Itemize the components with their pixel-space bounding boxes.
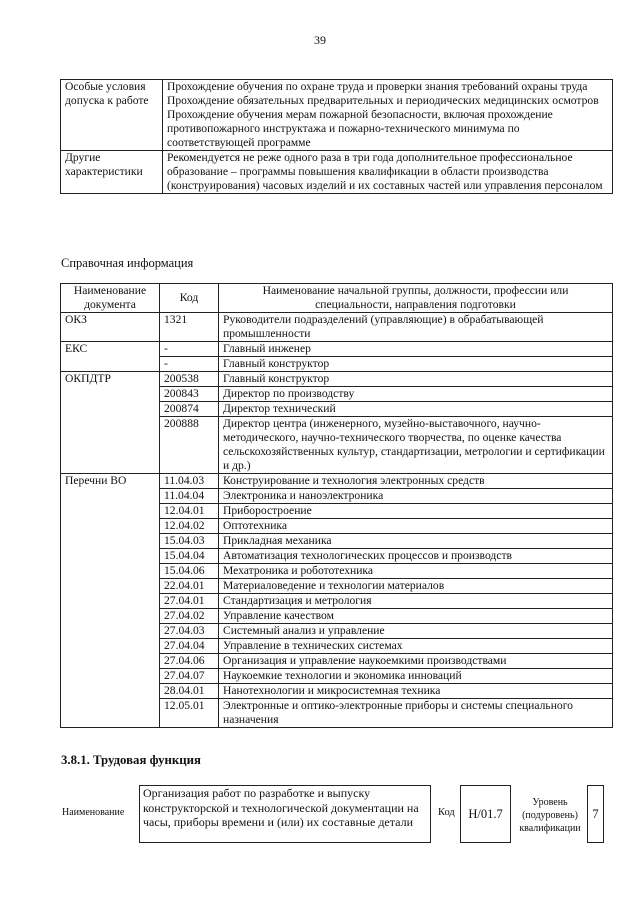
code-label: Код	[438, 807, 455, 818]
conditions-table	[60, 79, 613, 194]
doc-cell: Перечни ВО	[61, 474, 160, 728]
name-cell: Главный конструктор	[219, 357, 613, 372]
code-cell: -	[160, 342, 219, 357]
code-cell: 200874	[160, 402, 219, 417]
name-cell: Стандартизация и метрология	[219, 594, 613, 609]
qualification-level: 7	[587, 785, 604, 843]
table-row	[61, 151, 613, 194]
line: Прохождение обязательных предварительных и периодических медицинских осмотров	[167, 94, 599, 107]
name-cell: Конструирование и технология электронных средств	[219, 474, 613, 489]
name-cell: Главный конструктор	[219, 372, 613, 387]
code-cell: 1321	[160, 313, 219, 342]
code-cell: 200538	[160, 372, 219, 387]
header-doc: Наименование документа	[61, 284, 160, 313]
code-cell: -	[160, 357, 219, 372]
table-row	[61, 313, 613, 342]
header-name: Наименование начальной группы, должности, профессии или специальности, направления подготовки	[219, 284, 613, 313]
code-cell: 27.04.03	[160, 624, 219, 639]
code-cell: 200888	[160, 417, 219, 474]
name-cell: Нанотехнологии и микросистемная техника	[219, 684, 613, 699]
row-label: Другие характеристики	[61, 151, 163, 194]
function-name-label: Наименование	[62, 807, 125, 818]
function-code: H/01.7	[460, 785, 511, 843]
code-cell: 27.04.07	[160, 669, 219, 684]
line: Рекомендуется не реже одного раза в три года дополнительное профессиональное образование – программы повышения квалификации в области производства (конструирования) часовых изделий и их составных частей или управления персоналом	[167, 151, 603, 192]
reference-title: Справочная информация	[61, 256, 194, 270]
row-content	[163, 151, 613, 194]
line: Прохождение обучения по охране труда и проверки знания требований охраны труда	[167, 80, 588, 93]
header-row	[61, 284, 613, 313]
name-cell: Руководители подразделений (управляющие) в обрабатывающей промышленности	[219, 313, 613, 342]
code-cell: 27.04.02	[160, 609, 219, 624]
code-cell: 12.05.01	[160, 699, 219, 728]
header-code: Код	[160, 284, 219, 313]
row-label: Особые условия допуска к работе	[61, 80, 163, 151]
name-cell: Прикладная механика	[219, 534, 613, 549]
doc-cell: ОКЗ	[61, 313, 160, 342]
name-cell: Наукоемкие технологии и экономика инноваций	[219, 669, 613, 684]
name-cell: Электронные и оптико-электронные приборы и системы специального назначения	[219, 699, 613, 728]
code-cell: 27.04.01	[160, 594, 219, 609]
reference-table	[60, 283, 613, 728]
line: Прохождение обучения мерам пожарной безопасности, включая прохождение противопожарного инструктажа и пожарно-технического минимума по соответствующей программе	[167, 108, 553, 149]
name-cell: Директор центра (инженерного, музейно-выставочного, научно-методического, научно-технического творчества, по оценке качества сельскохозяйственных культур, стандартизации, метрологии и сертификации и др.)	[219, 417, 613, 474]
doc-cell: ОКПДТР	[61, 372, 160, 474]
table-row	[61, 342, 613, 357]
name-cell: Системный анализ и управление	[219, 624, 613, 639]
name-cell: Управление в технических системах	[219, 639, 613, 654]
name-cell: Директор технический	[219, 402, 613, 417]
name-cell: Электроника и наноэлектроника	[219, 489, 613, 504]
code-cell: 200843	[160, 387, 219, 402]
code-cell: 28.04.01	[160, 684, 219, 699]
doc-cell: ЕКС	[61, 342, 160, 372]
table-row	[61, 80, 613, 151]
name-cell: Материаловедение и технологии материалов	[219, 579, 613, 594]
code-cell: 12.04.02	[160, 519, 219, 534]
row-content	[163, 80, 613, 151]
code-cell: 11.04.04	[160, 489, 219, 504]
name-cell: Управление качеством	[219, 609, 613, 624]
name-cell: Директор по производству	[219, 387, 613, 402]
name-cell: Мехатроника и робототехника	[219, 564, 613, 579]
name-cell: Оптотехника	[219, 519, 613, 534]
function-name: Организация работ по разработке и выпуску конструкторской и технологической документации на часы, приборы времени и (или) их составные детали	[139, 785, 431, 843]
level-label: Уровень (подуровень) квалификации	[519, 797, 581, 834]
section-title: 3.8.1. Трудовая функция	[61, 753, 201, 767]
code-cell: 27.04.06	[160, 654, 219, 669]
table-row	[61, 372, 613, 387]
code-cell: 12.04.01	[160, 504, 219, 519]
page-number: 39	[314, 33, 326, 47]
code-cell: 22.04.01	[160, 579, 219, 594]
code-cell: 11.04.03	[160, 474, 219, 489]
name-cell: Приборостроение	[219, 504, 613, 519]
name-cell: Организация и управление наукоемкими производствами	[219, 654, 613, 669]
code-cell: 15.04.06	[160, 564, 219, 579]
name-cell: Автоматизация технологических процессов и производств	[219, 549, 613, 564]
code-cell: 15.04.03	[160, 534, 219, 549]
name-cell: Главный инженер	[219, 342, 613, 357]
code-cell: 27.04.04	[160, 639, 219, 654]
table-row	[61, 474, 613, 489]
code-cell: 15.04.04	[160, 549, 219, 564]
